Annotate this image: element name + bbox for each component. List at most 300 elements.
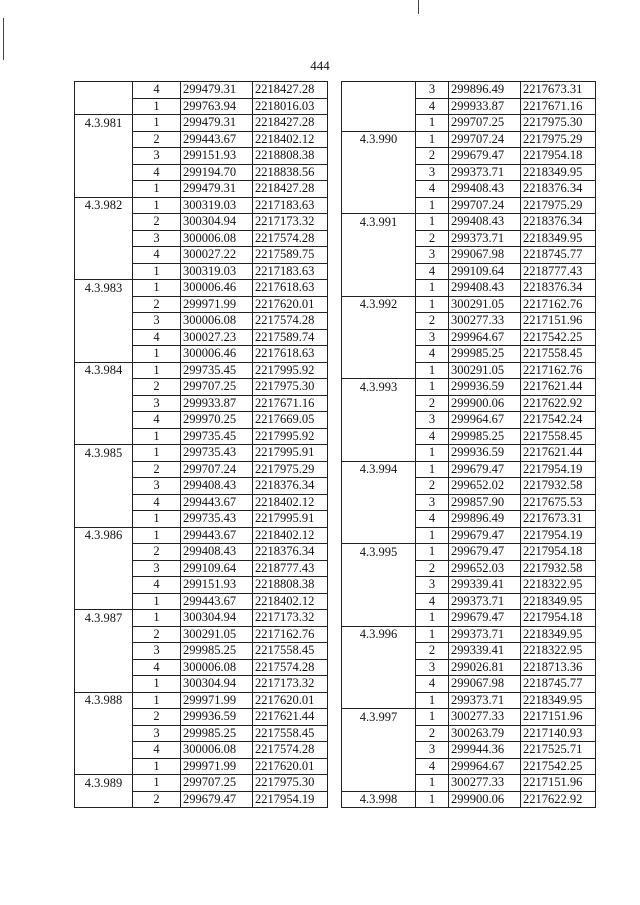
parcel-id-cell: 4.3.983 <box>75 280 133 297</box>
point-number-cell: 3 <box>133 395 181 412</box>
point-number-cell: 2 <box>133 544 181 561</box>
x-coordinate-cell: 299857.90 <box>449 494 521 511</box>
x-coordinate-cell: 299985.25 <box>181 643 253 660</box>
point-number-cell: 4 <box>133 164 181 181</box>
point-number-cell: 1 <box>416 362 449 379</box>
parcel-id-cell <box>342 610 416 627</box>
parcel-id-cell <box>75 379 133 396</box>
x-coordinate-cell: 299339.41 <box>449 577 521 594</box>
point-number-cell: 3 <box>416 247 449 264</box>
y-coordinate-cell: 2217173.32 <box>253 676 328 693</box>
x-coordinate-cell: 299985.25 <box>449 346 521 363</box>
parcel-id-cell <box>342 659 416 676</box>
parcel-id-cell <box>342 527 416 544</box>
x-coordinate-cell: 299933.87 <box>181 395 253 412</box>
table-row <box>75 296 328 313</box>
parcel-id-cell <box>75 626 133 643</box>
parcel-id-cell <box>75 676 133 693</box>
point-number-cell: 3 <box>416 659 449 676</box>
parcel-id-cell: 4.3.990 <box>342 131 416 148</box>
x-coordinate-cell: 299735.43 <box>181 511 253 528</box>
parcel-id-cell <box>342 247 416 264</box>
table-row <box>342 725 596 742</box>
y-coordinate-cell: 2218322.95 <box>521 577 596 594</box>
x-coordinate-cell: 299479.31 <box>181 115 253 132</box>
table-row <box>75 643 328 660</box>
parcel-id-cell: 4.3.987 <box>75 610 133 627</box>
y-coordinate-cell: 2217558.45 <box>521 428 596 445</box>
x-coordinate-cell: 299679.47 <box>181 791 253 808</box>
point-number-cell: 3 <box>133 230 181 247</box>
x-coordinate-cell: 300304.94 <box>181 214 253 231</box>
y-coordinate-cell: 2217574.28 <box>253 742 328 759</box>
parcel-id-cell: 4.3.984 <box>75 362 133 379</box>
table-row <box>342 82 596 99</box>
table-row <box>342 511 596 528</box>
y-coordinate-cell: 2218402.12 <box>253 527 328 544</box>
table-row <box>75 164 328 181</box>
parcel-id-cell <box>75 247 133 264</box>
table-row <box>75 412 328 429</box>
parcel-id-cell <box>75 544 133 561</box>
y-coordinate-cell: 2218777.43 <box>521 263 596 280</box>
parcel-id-cell: 4.3.993 <box>342 379 416 396</box>
point-number-cell: 4 <box>416 593 449 610</box>
point-number-cell: 1 <box>416 197 449 214</box>
parcel-id-cell: 4.3.981 <box>75 115 133 132</box>
parcel-id-cell <box>342 494 416 511</box>
x-coordinate-cell: 299971.99 <box>181 692 253 709</box>
x-coordinate-cell: 300006.08 <box>181 230 253 247</box>
table-row <box>342 131 596 148</box>
point-number-cell: 1 <box>416 626 449 643</box>
parcel-id-cell <box>75 98 133 115</box>
parcel-id-cell <box>75 659 133 676</box>
y-coordinate-cell: 2217954.18 <box>521 544 596 561</box>
point-number-cell: 2 <box>416 725 449 742</box>
parcel-id-cell <box>342 593 416 610</box>
parcel-id-cell: 4.3.994 <box>342 461 416 478</box>
point-number-cell: 1 <box>416 775 449 792</box>
table-row <box>75 511 328 528</box>
x-coordinate-cell: 299373.71 <box>449 692 521 709</box>
parcel-id-cell: 4.3.991 <box>342 214 416 231</box>
x-coordinate-cell: 300291.05 <box>449 296 521 313</box>
table-row <box>342 230 596 247</box>
table-row <box>342 214 596 231</box>
x-coordinate-cell: 300291.05 <box>181 626 253 643</box>
y-coordinate-cell: 2217673.31 <box>521 511 596 528</box>
y-coordinate-cell: 2218745.77 <box>521 247 596 264</box>
parcel-id-cell <box>342 181 416 198</box>
table-row <box>75 527 328 544</box>
parcel-id-cell: 4.3.989 <box>75 775 133 792</box>
table-row <box>75 263 328 280</box>
point-number-cell: 3 <box>416 742 449 759</box>
y-coordinate-cell: 2217621.44 <box>253 709 328 726</box>
x-coordinate-cell: 299707.24 <box>449 131 521 148</box>
point-number-cell: 2 <box>133 709 181 726</box>
y-coordinate-cell: 2217932.58 <box>521 560 596 577</box>
parcel-id-cell <box>75 725 133 742</box>
parcel-id-cell <box>342 445 416 462</box>
point-number-cell: 1 <box>133 181 181 198</box>
point-number-cell: 1 <box>133 263 181 280</box>
x-coordinate-cell: 299109.64 <box>449 263 521 280</box>
y-coordinate-cell: 2217183.63 <box>253 197 328 214</box>
x-coordinate-cell: 299443.67 <box>181 494 253 511</box>
y-coordinate-cell: 2217620.01 <box>253 758 328 775</box>
point-number-cell: 3 <box>133 478 181 495</box>
x-coordinate-cell: 299443.67 <box>181 131 253 148</box>
point-number-cell: 4 <box>133 659 181 676</box>
table-row <box>342 115 596 132</box>
x-coordinate-cell: 299971.99 <box>181 296 253 313</box>
y-coordinate-cell: 2217954.19 <box>521 461 596 478</box>
y-coordinate-cell: 2217542.25 <box>521 329 596 346</box>
table-row <box>75 461 328 478</box>
parcel-id-cell <box>342 692 416 709</box>
table-row <box>342 148 596 165</box>
parcel-id-cell <box>75 428 133 445</box>
table-row <box>342 263 596 280</box>
table-row <box>342 445 596 462</box>
x-coordinate-cell: 299964.67 <box>449 412 521 429</box>
x-coordinate-cell: 299896.49 <box>449 82 521 99</box>
parcel-id-cell <box>342 280 416 297</box>
x-coordinate-cell: 299707.25 <box>181 379 253 396</box>
x-coordinate-cell: 300006.08 <box>181 742 253 759</box>
y-coordinate-cell: 2217558.45 <box>253 643 328 660</box>
table-row <box>75 676 328 693</box>
table-row <box>75 494 328 511</box>
parcel-id-cell: 4.3.997 <box>342 709 416 726</box>
table-row <box>75 181 328 198</box>
y-coordinate-cell: 2217574.28 <box>253 230 328 247</box>
y-coordinate-cell: 2217669.05 <box>253 412 328 429</box>
x-coordinate-cell: 300027.23 <box>181 329 253 346</box>
table-row <box>342 577 596 594</box>
y-coordinate-cell: 2217621.44 <box>521 445 596 462</box>
parcel-id-cell <box>342 758 416 775</box>
parcel-id-cell <box>342 329 416 346</box>
x-coordinate-cell: 299679.47 <box>449 148 521 165</box>
table-row <box>342 791 596 808</box>
table-row <box>342 362 596 379</box>
table-row <box>342 461 596 478</box>
table-row <box>342 610 596 627</box>
y-coordinate-cell: 2217542.25 <box>521 758 596 775</box>
point-number-cell: 4 <box>133 577 181 594</box>
x-coordinate-cell: 300006.46 <box>181 346 253 363</box>
table-row <box>342 395 596 412</box>
point-number-cell: 3 <box>416 412 449 429</box>
x-coordinate-cell: 300319.03 <box>181 197 253 214</box>
point-number-cell: 1 <box>416 791 449 808</box>
point-number-cell: 3 <box>416 494 449 511</box>
table-row <box>342 181 596 198</box>
point-number-cell: 2 <box>416 148 449 165</box>
y-coordinate-cell: 2217975.29 <box>521 131 596 148</box>
table-row <box>75 362 328 379</box>
y-coordinate-cell: 2217975.30 <box>521 115 596 132</box>
x-coordinate-cell: 300006.46 <box>181 280 253 297</box>
y-coordinate-cell: 2217151.96 <box>521 775 596 792</box>
parcel-id-cell <box>75 346 133 363</box>
y-coordinate-cell: 2217589.74 <box>253 329 328 346</box>
x-coordinate-cell: 299679.47 <box>449 544 521 561</box>
table-row <box>75 395 328 412</box>
point-number-cell: 4 <box>133 329 181 346</box>
x-coordinate-cell: 300006.08 <box>181 659 253 676</box>
x-coordinate-cell: 299971.99 <box>181 758 253 775</box>
y-coordinate-cell: 2218427.28 <box>253 181 328 198</box>
parcel-id-cell <box>342 395 416 412</box>
point-number-cell: 2 <box>416 230 449 247</box>
parcel-id-cell: 4.3.996 <box>342 626 416 643</box>
parcel-id-cell <box>75 742 133 759</box>
point-number-cell: 1 <box>416 115 449 132</box>
point-number-cell: 2 <box>133 379 181 396</box>
parcel-id-cell <box>342 643 416 660</box>
point-number-cell: 4 <box>416 181 449 198</box>
point-number-cell: 1 <box>133 280 181 297</box>
parcel-id-cell <box>342 82 416 99</box>
x-coordinate-cell: 299443.67 <box>181 593 253 610</box>
point-number-cell: 1 <box>416 280 449 297</box>
y-coordinate-cell: 2218376.34 <box>253 478 328 495</box>
parcel-id-cell <box>75 313 133 330</box>
x-coordinate-cell: 299735.43 <box>181 445 253 462</box>
parcel-id-cell <box>342 362 416 379</box>
y-coordinate-cell: 2218402.12 <box>253 494 328 511</box>
x-coordinate-cell: 299679.47 <box>449 527 521 544</box>
parcel-id-cell: 4.3.985 <box>75 445 133 462</box>
table-row <box>75 725 328 742</box>
x-coordinate-cell: 299735.45 <box>181 362 253 379</box>
y-coordinate-cell: 2217140.93 <box>521 725 596 742</box>
x-coordinate-cell: 299964.67 <box>449 758 521 775</box>
parcel-id-cell <box>342 115 416 132</box>
point-number-cell: 4 <box>416 263 449 280</box>
point-number-cell: 1 <box>416 445 449 462</box>
table-row <box>342 775 596 792</box>
x-coordinate-cell: 299900.06 <box>449 791 521 808</box>
table-row <box>342 412 596 429</box>
x-coordinate-cell: 300319.03 <box>181 263 253 280</box>
x-coordinate-cell: 299067.98 <box>449 247 521 264</box>
table-row <box>342 676 596 693</box>
point-number-cell: 1 <box>416 527 449 544</box>
table-row <box>342 758 596 775</box>
point-number-cell: 3 <box>133 560 181 577</box>
table-row <box>342 494 596 511</box>
table-row <box>75 115 328 132</box>
parcel-id-cell <box>342 478 416 495</box>
parcel-id-cell <box>75 709 133 726</box>
point-number-cell: 4 <box>416 676 449 693</box>
y-coordinate-cell: 2218777.43 <box>253 560 328 577</box>
point-number-cell: 1 <box>416 296 449 313</box>
y-coordinate-cell: 2218376.34 <box>521 280 596 297</box>
point-number-cell: 2 <box>133 131 181 148</box>
x-coordinate-cell: 299707.25 <box>449 115 521 132</box>
y-coordinate-cell: 2217542.24 <box>521 412 596 429</box>
y-coordinate-cell: 2218349.95 <box>521 593 596 610</box>
parcel-id-cell <box>342 263 416 280</box>
parcel-id-cell <box>342 346 416 363</box>
parcel-id-cell <box>342 676 416 693</box>
table-row <box>75 659 328 676</box>
x-coordinate-cell: 299964.67 <box>449 329 521 346</box>
table-row <box>75 742 328 759</box>
table-row <box>75 313 328 330</box>
parcel-id-cell <box>342 197 416 214</box>
table-row <box>342 313 596 330</box>
x-coordinate-cell: 299970.25 <box>181 412 253 429</box>
table-row <box>75 593 328 610</box>
parcel-id-cell: 4.3.986 <box>75 527 133 544</box>
parcel-id-cell <box>75 461 133 478</box>
table-row <box>342 296 596 313</box>
parcel-id-cell <box>342 742 416 759</box>
parcel-id-cell <box>342 148 416 165</box>
x-coordinate-cell: 299408.43 <box>181 544 253 561</box>
x-coordinate-cell: 299373.71 <box>449 164 521 181</box>
parcel-id-cell <box>75 164 133 181</box>
table-row <box>342 659 596 676</box>
table-row <box>342 280 596 297</box>
point-number-cell: 1 <box>133 428 181 445</box>
margin-rule-left <box>3 18 4 60</box>
table-row <box>75 428 328 445</box>
parcel-id-cell <box>75 560 133 577</box>
table-row <box>342 593 596 610</box>
y-coordinate-cell: 2217162.76 <box>253 626 328 643</box>
table-row <box>75 280 328 297</box>
x-coordinate-cell: 299707.24 <box>449 197 521 214</box>
parcel-id-cell <box>75 758 133 775</box>
margin-rule-top <box>418 0 419 14</box>
parcel-id-cell <box>342 560 416 577</box>
y-coordinate-cell: 2218745.77 <box>521 676 596 693</box>
table-row <box>75 560 328 577</box>
x-coordinate-cell: 299408.43 <box>449 280 521 297</box>
point-number-cell: 4 <box>416 428 449 445</box>
parcel-id-cell <box>342 577 416 594</box>
table-row <box>75 197 328 214</box>
parcel-id-cell <box>342 98 416 115</box>
point-number-cell: 2 <box>416 478 449 495</box>
point-number-cell: 1 <box>133 758 181 775</box>
y-coordinate-cell: 2218349.95 <box>521 164 596 181</box>
parcel-id-cell <box>342 511 416 528</box>
y-coordinate-cell: 2217975.30 <box>253 379 328 396</box>
y-coordinate-cell: 2217995.91 <box>253 511 328 528</box>
point-number-cell: 1 <box>416 709 449 726</box>
x-coordinate-cell: 300263.79 <box>449 725 521 742</box>
parcel-id-cell: 4.3.988 <box>75 692 133 709</box>
x-coordinate-cell: 299652.02 <box>449 478 521 495</box>
x-coordinate-cell: 300277.33 <box>449 709 521 726</box>
point-number-cell: 3 <box>416 82 449 99</box>
parcel-id-cell <box>75 643 133 660</box>
x-coordinate-cell: 299479.31 <box>181 181 253 198</box>
parcel-id-cell: 4.3.995 <box>342 544 416 561</box>
table-row <box>75 82 328 99</box>
point-number-cell: 2 <box>416 395 449 412</box>
y-coordinate-cell: 2218349.95 <box>521 626 596 643</box>
x-coordinate-cell: 299985.25 <box>449 428 521 445</box>
y-coordinate-cell: 2217589.75 <box>253 247 328 264</box>
point-number-cell: 1 <box>416 610 449 627</box>
table-row <box>75 692 328 709</box>
table-row <box>75 445 328 462</box>
x-coordinate-cell: 299933.87 <box>449 98 521 115</box>
point-number-cell: 4 <box>416 758 449 775</box>
table-row <box>75 230 328 247</box>
y-coordinate-cell: 2217954.19 <box>521 527 596 544</box>
y-coordinate-cell: 2217151.96 <box>521 709 596 726</box>
coordinates-table-right <box>341 81 596 808</box>
y-coordinate-cell: 2218376.34 <box>253 544 328 561</box>
x-coordinate-cell: 299679.47 <box>449 461 521 478</box>
parcel-id-cell <box>75 577 133 594</box>
table-row <box>342 643 596 660</box>
point-number-cell: 2 <box>416 313 449 330</box>
table-row <box>342 709 596 726</box>
parcel-id-cell <box>342 428 416 445</box>
point-number-cell: 4 <box>133 247 181 264</box>
table-row <box>75 379 328 396</box>
y-coordinate-cell: 2218713.36 <box>521 659 596 676</box>
y-coordinate-cell: 2217620.01 <box>253 296 328 313</box>
parcel-id-cell <box>342 313 416 330</box>
y-coordinate-cell: 2217558.45 <box>521 346 596 363</box>
parcel-id-cell <box>342 725 416 742</box>
table-row <box>342 197 596 214</box>
x-coordinate-cell: 300291.05 <box>449 362 521 379</box>
x-coordinate-cell: 299151.93 <box>181 148 253 165</box>
x-coordinate-cell: 299339.41 <box>449 643 521 660</box>
table-row <box>342 247 596 264</box>
parcel-id-cell: 4.3.982 <box>75 197 133 214</box>
point-number-cell: 4 <box>133 742 181 759</box>
table-row <box>75 709 328 726</box>
point-number-cell: 1 <box>133 197 181 214</box>
x-coordinate-cell: 299479.31 <box>181 82 253 99</box>
x-coordinate-cell: 300304.94 <box>181 610 253 627</box>
x-coordinate-cell: 300277.33 <box>449 775 521 792</box>
point-number-cell: 2 <box>133 626 181 643</box>
y-coordinate-cell: 2217525.71 <box>521 742 596 759</box>
table-row <box>342 692 596 709</box>
y-coordinate-cell: 2217975.29 <box>521 197 596 214</box>
y-coordinate-cell: 2218376.34 <box>521 181 596 198</box>
table-row <box>342 626 596 643</box>
y-coordinate-cell: 2218808.38 <box>253 577 328 594</box>
x-coordinate-cell: 300304.94 <box>181 676 253 693</box>
table-row <box>75 131 328 148</box>
point-number-cell: 1 <box>133 98 181 115</box>
point-number-cell: 4 <box>416 98 449 115</box>
parcel-id-cell <box>75 494 133 511</box>
y-coordinate-cell: 2217954.18 <box>521 148 596 165</box>
parcel-id-cell <box>342 164 416 181</box>
coordinates-table-left <box>74 81 328 808</box>
table-row <box>75 775 328 792</box>
point-number-cell: 3 <box>133 725 181 742</box>
